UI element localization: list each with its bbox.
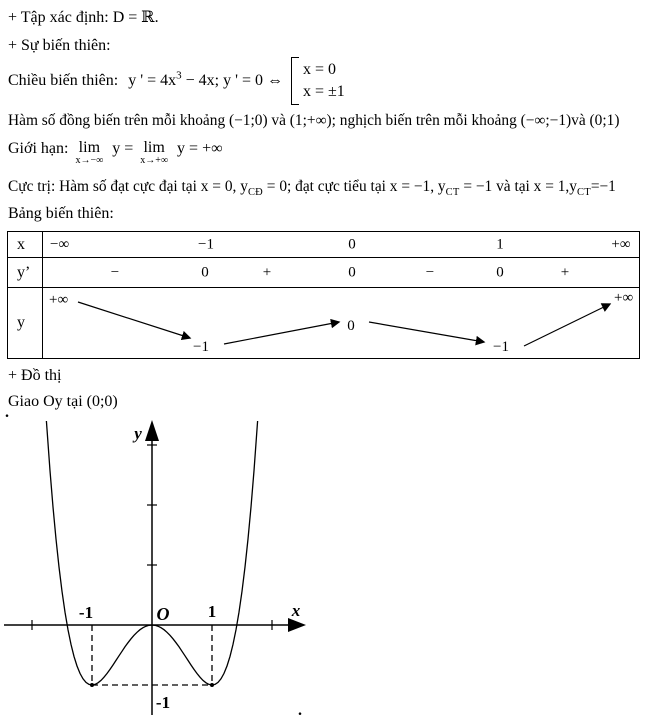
graph-heading: + Đồ thị [8, 367, 62, 384]
limit-2-value: y = +∞ [177, 140, 223, 157]
x-pos1-label: 1 [207, 602, 217, 621]
row-x-values [43, 232, 639, 257]
x-axis-label: x [291, 601, 301, 620]
stray-dot-left: . [5, 404, 9, 421]
row-x-header: x [8, 232, 43, 257]
oy-intercept-line: Giao Oy tại (0;0) [8, 393, 118, 410]
variation-table [7, 231, 640, 359]
table-heading: Bảng biến thiên: [8, 205, 114, 222]
cases-group [291, 57, 345, 105]
function-graph [0, 417, 320, 719]
sign-minus-2: − [425, 264, 435, 280]
zero-3: 0 [496, 264, 504, 280]
case-1: x = 0 [302, 61, 337, 78]
sign-minus-1: − [110, 264, 120, 280]
arrow-up-2 [524, 304, 610, 346]
y-axis-arrow-icon [145, 420, 159, 441]
y-neg1-label: -1 [155, 693, 171, 712]
cases-solutions [303, 59, 345, 103]
derivative-label: Chiều biến thiên: [8, 72, 119, 89]
monotonicity-line: Hàm số đồng biến trên mỗi khoảng (−1;0) và (1;+∞); nghịch biến trên mỗi khoảng (−∞;−1)và (0;1) [8, 112, 620, 129]
arrow-down-1 [78, 302, 190, 338]
x-pos-1: 1 [496, 236, 504, 252]
row-yprime-values [43, 258, 639, 287]
case-2: x = ±1 [302, 83, 345, 100]
limit-1-value: y = [112, 140, 134, 157]
min-point-right [210, 683, 214, 687]
x-neg-1: −1 [198, 236, 214, 252]
min-point-left [90, 683, 94, 687]
x-zero: 0 [348, 236, 356, 252]
derivative-expression: y ' = $4x^3 - 4x$; y ' = 0 ⇔ [128, 69, 283, 89]
zero-2: 0 [348, 264, 356, 280]
table-row-y [8, 288, 639, 358]
cases-bracket [291, 57, 299, 105]
row-yprime-header: y’ [8, 258, 43, 287]
row-y-header: y [8, 288, 43, 358]
zero-1: 0 [201, 264, 209, 280]
x-pos-inf: +∞ [611, 236, 631, 252]
y-value-pos-inf-left: +∞ [49, 292, 69, 308]
x-neg-inf: −∞ [50, 236, 70, 252]
sign-plus-1: + [262, 264, 272, 280]
y-axis-label: y [134, 424, 142, 443]
table-row-yprime [8, 258, 639, 288]
variation-heading: + Sự biến thiên: [8, 37, 111, 54]
table-row-x [8, 232, 639, 258]
y-value-min-right: −1 [493, 339, 509, 355]
y-value-pos-inf-right: +∞ [614, 290, 634, 306]
variation-arrows [43, 288, 639, 358]
arrow-down-2 [369, 322, 484, 342]
limits-line [8, 139, 223, 166]
domain-line: + Tập xác định: D = ℝ. [8, 9, 159, 26]
limit-1: lim x→−∞ [75, 139, 104, 166]
x-axis-arrow-icon [288, 618, 306, 632]
limits-label: Giới hạn: [8, 140, 69, 157]
x-neg1-label: -1 [78, 603, 94, 622]
arrow-up-1 [224, 322, 339, 344]
extrema-line: Cực trị: Hàm số đạt cực đại tại x = 0, $y_{CĐ} = 0$; đạt cực tiểu tại x = −1, $y_{CT} = -1$ và tại $x = 1,y_{CT}=-1$ [8, 178, 616, 199]
derivative-line [8, 57, 345, 105]
y-value-min-left: −1 [193, 339, 209, 355]
row-y-arrows [43, 288, 639, 358]
origin-label: O [156, 604, 170, 624]
limit-2: lim x→+∞ [140, 139, 169, 166]
y-value-max: 0 [347, 318, 355, 334]
sign-plus-2: + [560, 264, 570, 280]
stray-dot-right: . [298, 702, 302, 719]
